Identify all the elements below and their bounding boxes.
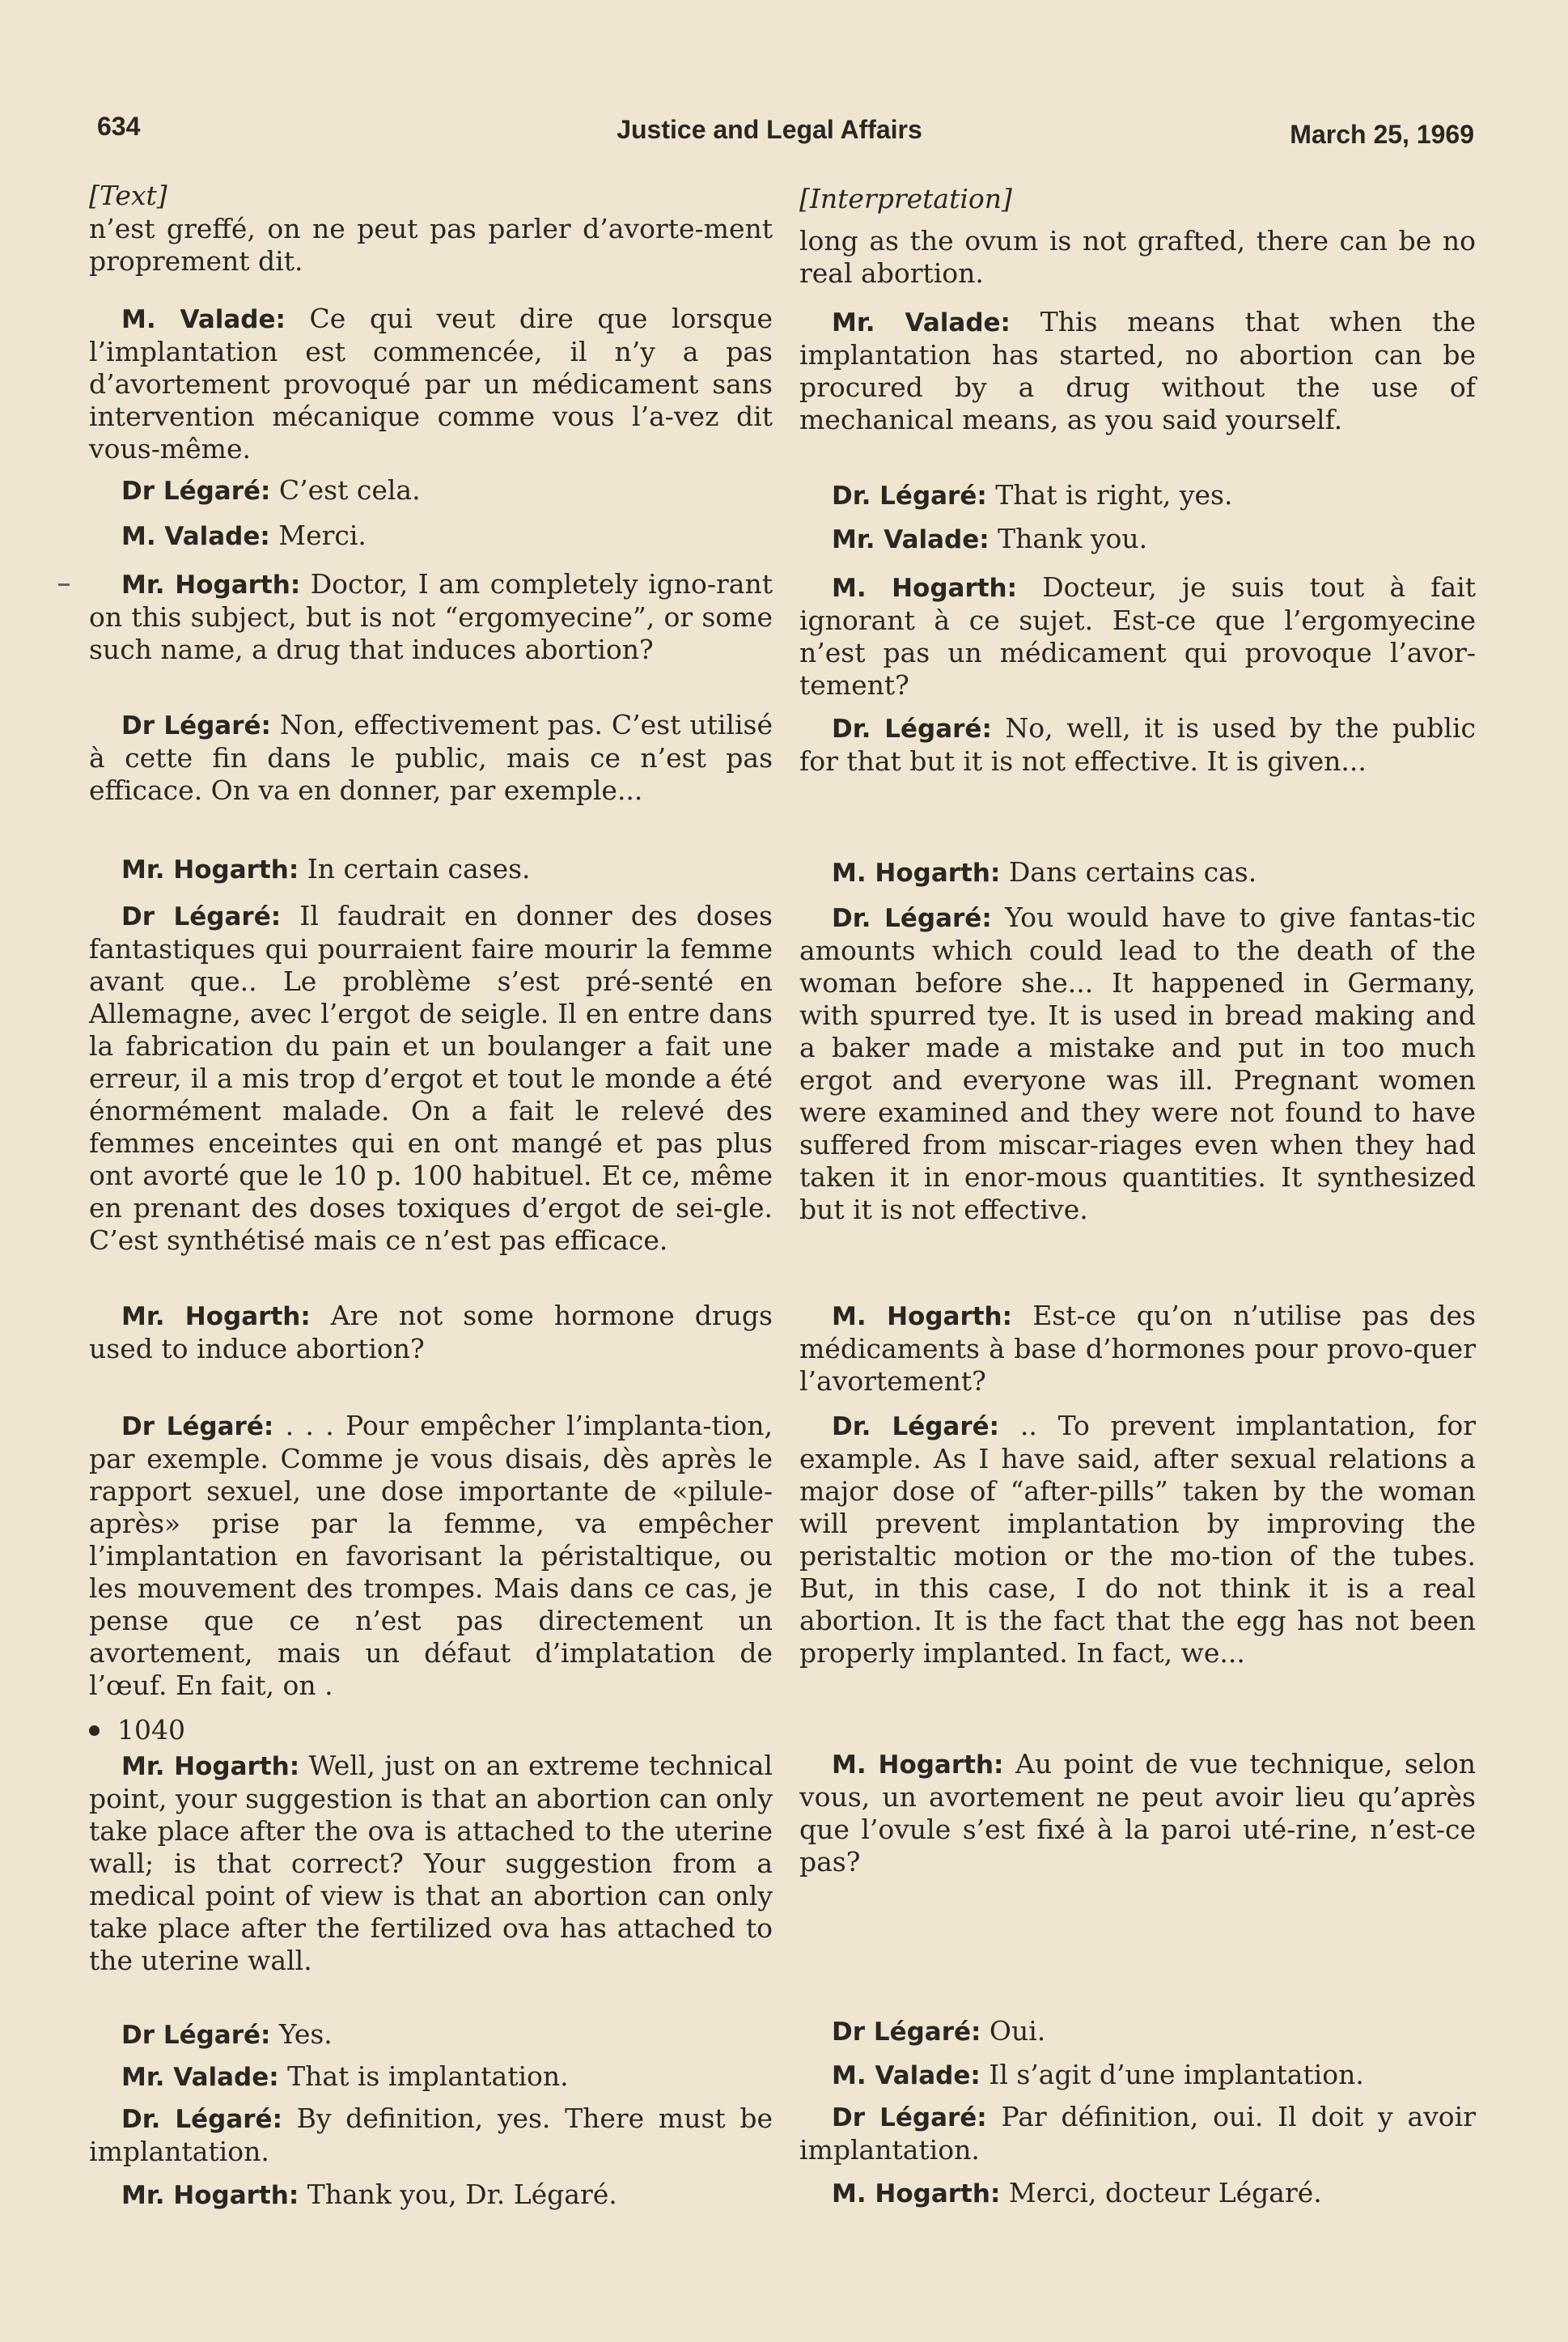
paragraph: M. Valade: Ce qui veut dire que lorsque l’implantation est commencée, il n’y a pas d’avortement provoqué par un médicament sans intervention mécanique comme vous l’a-vez dit vous-même. — [89, 303, 773, 465]
speaker: M. Hogarth: — [832, 859, 1001, 888]
paragraph: Mr. Hogarth: Are not some hormone drugs used to induce abortion? — [89, 1300, 773, 1364]
session-date: March 25, 1969 — [1290, 120, 1474, 149]
speaker: Dr. Légaré: — [832, 482, 987, 511]
paragraph: Mr. Hogarth: Well, just on an extreme technical point, your suggestion is that an abortion can only take place after the ova is attached to the uterine wall; is that correct? Your suggestion from a medical point of view is that an abortion can only take place after the fertilized ova has attached to the uterine wall. — [89, 1750, 773, 1976]
speaker: Dr. Légaré: — [832, 1412, 1000, 1441]
paragraph: M. Hogarth: Au point de vue technique, selon vous, un avortement ne peut avoir lieu qu’après que l’ovule s’est fixé à la paroi uté-rine, n’est-ce pas? — [799, 1748, 1476, 1877]
speaker: Dr Légaré: — [832, 2017, 981, 2047]
column-label: [Interpretation] — [799, 183, 1012, 214]
speaker: Dr. Légaré: — [832, 715, 992, 744]
speaker: Dr Légaré: — [121, 1412, 274, 1441]
paragraph: Dr Légaré: Il faudrait en donner des doses fantastiques qui pourraient faire mourir la femme avant que.. Le problème s’est pré-senté en Allemagne, avec l’ergot de seigle. Il en entre dans la fabrication du pain et un boulanger a fait une erreur, il a mis trop d’ergot et tout le monde a été énormément malade. On a fait le relevé des femmes enceintes qui en ont mangé et pas plus ont avorté que le 10 p. 100 habituel. Et ce, même en prenant des doses toxiques d’ergot de sei-gle. C’est synthétisé mais ce n’est pas efficace. — [89, 900, 773, 1256]
paragraph: Mr. Valade: Thank you. — [832, 523, 1148, 554]
speaker: M. Valade: — [121, 522, 270, 551]
paragraph: Mr. Hogarth: Doctor, I am completely igno-rant on this subject, but is not “ergomyecine”, or some such name, a drug that induces abortion? — [89, 568, 773, 665]
speaker: Mr. Valade: — [832, 308, 1011, 337]
paragraph: Dr. Légaré: No, well, it is used by the public for that but it is not effective. It is given... — [799, 712, 1476, 777]
paragraph: Dr Légaré: C’est cela. — [121, 474, 421, 506]
paragraph: Dr. Légaré: That is right, yes. — [832, 479, 1233, 511]
speaker: Mr. Valade: — [121, 2063, 279, 2092]
paragraph: Dr Légaré: . . . Pour empêcher l’implanta-tion, par exemple. Comme je vous disais, dès après le rapport sexuel, une dose importante de «pilule-après» prise par la femme, va empêcher l’implantation en favorisant la péristaltique, ou les mouvement des trompes. Mais dans ce cas, je pense que ce n’est pas directement un avortement, mais un défaut d’implatation de l’œuf. En fait, on . — [89, 1410, 773, 1701]
speaker: Dr Légaré: — [121, 902, 282, 931]
speaker: Mr. Valade: — [832, 525, 990, 554]
paragraph: Dr. Légaré: .. To prevent implantation, for example. As I have said, after sexual relations a major dose of “after-pills” taken by the woman will prevent implantation by improving the peristaltic motion or the mo-tion of the tubes. But, in this case, I do not think it is a real abortion. It is the fact that the egg has not been properly implanted. In fact, we... — [799, 1410, 1476, 1669]
paragraph: Dr. Légaré: You would have to give fantas-tic amounts which could lead to the death of the woman before she... It happened in Germany, with spurred tye. It is used in bread making and a baker made a mistake and put in too much ergot and everyone was ill. Pregnant women were examined and they were not found to have suffered from miscar-riages even when they had taken it in enor-mous quantities. It synthesized but it is not effective. — [799, 902, 1476, 1225]
paragraph: M. Valade: Il s’agit d’une implantation. — [832, 2059, 1364, 2090]
page-header — [97, 112, 1474, 152]
speaker: M. Valade: — [121, 305, 286, 334]
paragraph: M. Hogarth: Merci, docteur Légaré. — [832, 2177, 1322, 2208]
paragraph: Dr Légaré: Par définition, oui. Il doit y avoir implantation. — [799, 2101, 1477, 2166]
paragraph: Mr. Valade: This means that when the implantation has started, no abortion can be procured by a drug without the use of mechanical means, as you said yourself. — [799, 306, 1476, 435]
speaker: M. Hogarth: — [832, 1750, 1004, 1780]
speaker: Dr Légaré: — [832, 2103, 987, 2132]
speaker: Dr. Légaré: — [121, 2105, 282, 2134]
paragraph: Dr Légaré: Non, effectivement pas. C’est utilisé à cette fin dans le public, mais ce n’est pas efficace. On va en donner, par exemple... — [89, 709, 773, 806]
speaker: Mr. Hogarth: — [121, 1302, 311, 1331]
paragraph: Mr. Valade: That is implantation. — [121, 2060, 569, 2092]
speaker: Mr. Hogarth: — [121, 2181, 299, 2210]
time-marker: 1040 — [89, 1714, 185, 1746]
paragraph: M. Hogarth: Est-ce qu’on n’utilise pas des médicaments à base d’hormones pour provo-quer l’avortement? — [799, 1300, 1477, 1397]
paragraph: M. Hogarth: Docteur, je suis tout à fait ignorant à ce sujet. Est-ce que l’ergomyecine n’est pas un médicament qui provoque l’avor-tement? — [799, 571, 1477, 701]
page-number: 634 — [97, 112, 141, 141]
paragraph: Mr. Hogarth: Thank you, Dr. Légaré. — [121, 2179, 617, 2210]
bullet-icon — [89, 1725, 100, 1736]
column-label: [Text] — [89, 180, 167, 211]
speaker: Mr. Hogarth: — [121, 855, 299, 885]
paragraph: Dr Légaré: Oui. — [832, 2015, 1046, 2047]
speaker: M. Hogarth: — [832, 1302, 1013, 1331]
speaker: M. Valade: — [832, 2061, 981, 2090]
speaker: Dr Légaré: — [121, 2021, 271, 2050]
speaker: M. Hogarth: — [832, 2179, 1001, 2208]
paragraph: Dr Légaré: Yes. — [121, 2018, 333, 2050]
paragraph: Dr. Légaré: By definition, yes. There must be implantation. — [89, 2102, 773, 2167]
paragraph: M. Valade: Merci. — [121, 520, 367, 551]
speaker: Dr Légaré: — [121, 711, 271, 740]
margin-mark — [58, 583, 70, 586]
paragraph: long as the ovum is not grafted, there can be no real abortion. — [799, 225, 1476, 289]
speaker: Mr. Hogarth: — [121, 1752, 300, 1781]
paragraph: n’est greffé, on ne peut pas parler d’avorte-ment proprement dit. — [89, 213, 773, 277]
paragraph: M. Hogarth: Dans certains cas. — [832, 856, 1257, 888]
speaker: Dr. Légaré: — [832, 904, 992, 933]
paragraph: Mr. Hogarth: In certain cases. — [121, 853, 531, 885]
running-title: Justice and Legal Affairs — [617, 115, 922, 144]
speaker: M. Hogarth: — [832, 574, 1018, 603]
speaker: Mr. Hogarth: — [121, 571, 301, 600]
speaker: Dr Légaré: — [121, 477, 271, 506]
